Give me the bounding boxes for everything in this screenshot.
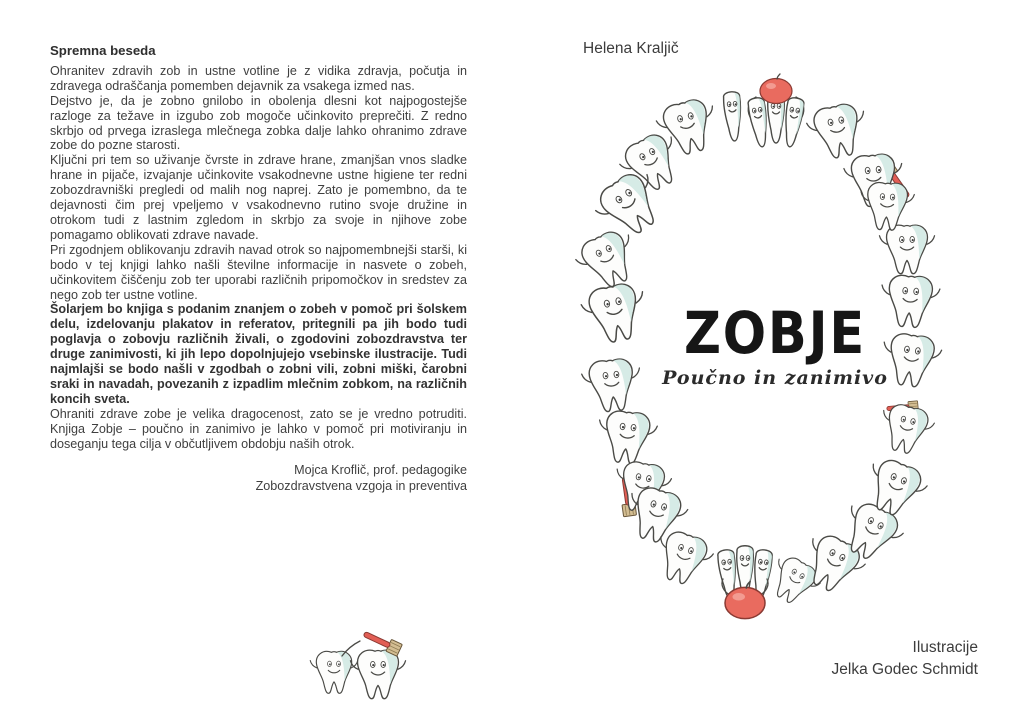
teeth-with-toothbrush-right bbox=[843, 152, 915, 231]
signature-name: Mojca Kroflič, prof. pedagogike bbox=[294, 463, 467, 478]
paragraph: Ključni pri tem so uživanje čvrste in zdrave hrane, zmanjšan vnos sladke hrane in pijače, izvajanje učinkovite vsakodnevne ustne higiene ter redni zobozdravniški pregledi od malih nog naprej. Zato je pomembno, da te dejavnosti čim prej vpeljemo v vsakodnevno rutino svoje družine in otrokom tudi z lastnim zgledom in skrbjo za svoje in njihove zobe pomagamo oblikovati zdrave navade. bbox=[50, 153, 467, 242]
teeth-holding-apple-bottom bbox=[717, 546, 773, 619]
teeth-holding-apple-top bbox=[747, 74, 804, 148]
cover-title: ZOBJE bbox=[684, 299, 866, 367]
afterword-heading: Spremna beseda bbox=[50, 43, 156, 58]
tooth-with-brush-on-head bbox=[875, 401, 937, 458]
paragraph: Pri zgodnjem oblikovanju zdravih navad otrok so najpomembnejši starši, ki bodo v tej knjigi lahko našli številne informacije in nasvete o zobeh, učinkovitem čiščenju zob ter uporabi različnih pripomočkov in sredstev za nego zob ter ustne votline. bbox=[50, 242, 467, 302]
cover-title-block bbox=[560, 299, 990, 389]
signature-block bbox=[50, 462, 467, 494]
afterword-page bbox=[50, 44, 467, 494]
credits-label: Ilustracije bbox=[912, 639, 978, 656]
afterword-body bbox=[50, 64, 467, 452]
paragraph: Dejstvo je, da je zobno gnilobo in obolenja dlesni kot najpogostejše razloge za težave in izgubo zob mogoče učinkovito preprečiti. Z redno skrbjo od prvega izraslega mlečnega zobka dalje lahko ohranimo zdrave zobe do pozne starosti. bbox=[50, 93, 467, 153]
paragraph: Šolarjem bo knjiga s podanim znanjem o zobeh v pomoč pri šolskem delu, izdelovanju plakatov in referatov, pritegnili pa jih bodo tudi poglavja o zobovju različnih živali, o zgodovini zobozdravstva ter druge zanimivosti, ki jih lepo dopolnjujejo vsebinske ilustracije. Tudi najmlajši se bodo našli v zgodbah o zobni vili, zobni miški, čarobni sraki in navadah, povezanih z izpadlim mlečnim zobkom, na različnih koncih sveta. bbox=[50, 302, 467, 406]
paragraph: Ohraniti zdrave zobe je velika dragocenost, zato se je vredno potruditi. Knjiga Zobje – poučno in zanimivo je lahko v pomoč pri motiviranju in doseganju tega cilja v občutljivem obdobju naših otrok. bbox=[50, 406, 467, 451]
teeth-brushing-illustration bbox=[286, 614, 436, 714]
paragraph: Ohranitev zdravih zob in ustne votline je z vidika zdravja, počutja in zdravega odraščanja pomemben dejavnik za vsakega izmed nas. bbox=[50, 63, 467, 93]
illustrator-name: Jelka Godec Schmidt bbox=[831, 661, 978, 678]
author-name: Helena Kraljič bbox=[583, 40, 679, 57]
cover-subtitle: Poučno in zanimivo bbox=[662, 367, 888, 389]
signature-role: Zobozdravstvena vzgoja in preventiva bbox=[255, 479, 467, 494]
